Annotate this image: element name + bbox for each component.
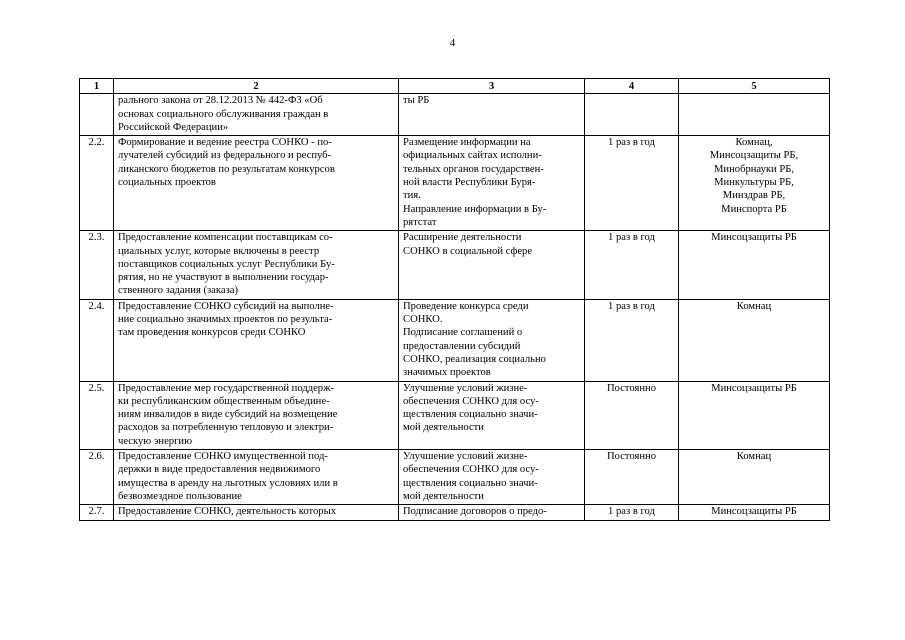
action-cell-line: Российской Федерации» <box>118 121 229 133</box>
responsible-cell-line: Комнац <box>736 451 772 463</box>
result-cell-line: Размещение информации на <box>403 137 531 149</box>
responsible-cell <box>679 299 830 381</box>
result-cell-line: Направление информации в Бу- <box>403 203 547 215</box>
result-cell-line: СОНКО в социальной сфере <box>403 245 533 257</box>
action-cell <box>114 231 399 299</box>
table-body <box>80 94 830 520</box>
item-number <box>80 94 114 136</box>
result-cell-line: Улучшение условий жизне- <box>403 382 528 394</box>
action-cell <box>114 450 399 505</box>
action-cell-line: основах социального обслуживания граждан в <box>118 108 329 120</box>
action-cell-line: имущества в аренду на льготных условиях или в <box>118 477 338 489</box>
action-cell-line: ниям инвалидов в виде субсидий на возмещение <box>118 409 338 421</box>
action-cell-line: лучателей субсидий из федерального и респуб- <box>118 150 332 162</box>
result-cell-line: мой деятельности <box>403 490 484 502</box>
action-cell-line: Формирование и ведение реестра СОНКО - по- <box>118 137 332 149</box>
responsible-cell-line: Минкультуры РБ, <box>714 177 794 189</box>
result-cell-line: ной власти Республики Буря- <box>403 177 536 189</box>
responsible-cell <box>679 94 830 136</box>
result-cell-line: рятстат <box>403 216 437 228</box>
action-cell-line: Предоставление СОНКО субсидий на выполне- <box>118 300 334 312</box>
result-cell-line: СОНКО, реализация социально <box>403 353 546 365</box>
result-cell <box>399 381 585 449</box>
item-number: 2.4. <box>80 299 114 381</box>
item-number: 2.3. <box>80 231 114 299</box>
result-cell-line: обеспечения СОНКО для осу- <box>403 464 539 476</box>
action-cell-line: Предоставление СОНКО, деятельность которых <box>118 506 336 518</box>
action-cell-line: социальных проектов <box>118 177 216 189</box>
responsible-cell-line: Минсоцзащиты РБ <box>711 382 797 394</box>
item-number: 2.6. <box>80 450 114 505</box>
item-number: 2.7. <box>80 505 114 520</box>
table-row <box>80 94 830 136</box>
result-cell-line: СОНКО. <box>403 314 443 326</box>
column-header: 4 <box>585 79 679 94</box>
action-cell-line: ликанского бюджетов по результатам конкурсов <box>118 163 335 175</box>
result-cell-line: ществления социально значи- <box>403 477 538 489</box>
result-cell-line: тельных органов государствен- <box>403 163 544 175</box>
result-cell-line: Проведение конкурса среди <box>403 300 529 312</box>
column-header: 1 <box>80 79 114 94</box>
table-row <box>80 299 830 381</box>
item-number: 2.5. <box>80 381 114 449</box>
result-cell-line: Подписание договоров о предо- <box>403 506 547 518</box>
action-cell-line: расходов за потребленную тепловую и электри- <box>118 422 334 434</box>
period-cell: 1 раз в год <box>585 231 679 299</box>
column-header: 5 <box>679 79 830 94</box>
action-cell-line: там проведения конкурсов среди СОНКО <box>118 327 306 339</box>
action-cell-line: циальных услуг, которые включены в реестр <box>118 245 320 257</box>
result-cell-line: мой деятельности <box>403 422 484 434</box>
table-header-row <box>80 79 830 94</box>
result-cell-line: предоставлении субсидий <box>403 340 521 352</box>
action-cell <box>114 381 399 449</box>
result-cell-line: ществления социально значи- <box>403 409 538 421</box>
action-cell-line: безвозмездное пользование <box>118 490 242 502</box>
action-cell-line: ческую энергию <box>118 435 192 447</box>
action-cell <box>114 94 399 136</box>
measures-table <box>79 78 830 521</box>
table-row <box>80 505 830 520</box>
responsible-cell-line: Минспорта РБ <box>721 203 787 215</box>
result-cell-line: тия. <box>403 190 421 202</box>
responsible-cell <box>679 136 830 231</box>
action-cell <box>114 505 399 520</box>
responsible-cell-line: Минздрав РБ, <box>722 190 786 202</box>
period-cell <box>585 94 679 136</box>
responsible-cell-line: Комнац <box>736 300 772 312</box>
responsible-cell-line: Минсоцзащиты РБ <box>711 232 797 244</box>
action-cell-line: ственного задания (заказа) <box>118 285 238 297</box>
page-number: 4 <box>449 37 456 49</box>
result-cell-line: Подписание соглашений о <box>403 327 523 339</box>
result-cell-line: значимых проектов <box>403 367 491 379</box>
column-header: 2 <box>114 79 399 94</box>
action-cell <box>114 136 399 231</box>
responsible-cell <box>679 231 830 299</box>
period-cell: 1 раз в год <box>585 299 679 381</box>
responsible-cell <box>679 450 830 505</box>
action-cell-line: ки республиканским общественным объедине- <box>118 395 330 407</box>
period-cell: Постоянно <box>585 381 679 449</box>
table-row <box>80 450 830 505</box>
table-row <box>80 381 830 449</box>
table-row <box>80 231 830 299</box>
result-cell <box>399 299 585 381</box>
responsible-cell-line: Минсоцзащиты РБ, <box>709 150 799 162</box>
action-cell-line: Предоставление мер государственной поддерж- <box>118 382 334 394</box>
action-cell-line: Предоставление СОНКО имущественной под- <box>118 451 328 463</box>
result-cell <box>399 450 585 505</box>
result-cell <box>399 136 585 231</box>
result-cell-line: Расширение деятельности <box>403 232 522 244</box>
result-cell <box>399 94 585 136</box>
action-cell-line: рятия, но не участвуют в выполнении государ- <box>118 272 329 284</box>
action-cell-line: ние социально значимых проектов по результа- <box>118 314 333 326</box>
responsible-cell-line: Минсоцзащиты РБ <box>711 506 797 518</box>
period-cell: Постоянно <box>585 450 679 505</box>
action-cell-line: Предоставление компенсации поставщикам со- <box>118 232 333 244</box>
result-cell-line: официальных сайтах исполни- <box>403 150 542 162</box>
item-number: 2.2. <box>80 136 114 231</box>
result-cell <box>399 505 585 520</box>
table-row <box>80 136 830 231</box>
period-cell: 1 раз в год <box>585 505 679 520</box>
responsible-cell-line: Минобрнауки РБ, <box>714 163 794 175</box>
responsible-cell <box>679 381 830 449</box>
action-cell <box>114 299 399 381</box>
period-cell: 1 раз в год <box>585 136 679 231</box>
action-cell-line: поставщиков социальных услуг Республики Бу- <box>118 258 335 270</box>
responsible-cell-line: Комнац, <box>735 137 773 149</box>
responsible-cell <box>679 505 830 520</box>
action-cell-line: держки в виде предоставления недвижимого <box>118 464 321 476</box>
result-cell-line: ты РБ <box>403 95 430 107</box>
result-cell-line: обеспечения СОНКО для осу- <box>403 395 539 407</box>
result-cell <box>399 231 585 299</box>
result-cell-line: Улучшение условий жизне- <box>403 451 528 463</box>
column-header: 3 <box>399 79 585 94</box>
action-cell-line: рального закона от 28.12.2013 № 442-ФЗ «Об <box>118 95 323 107</box>
